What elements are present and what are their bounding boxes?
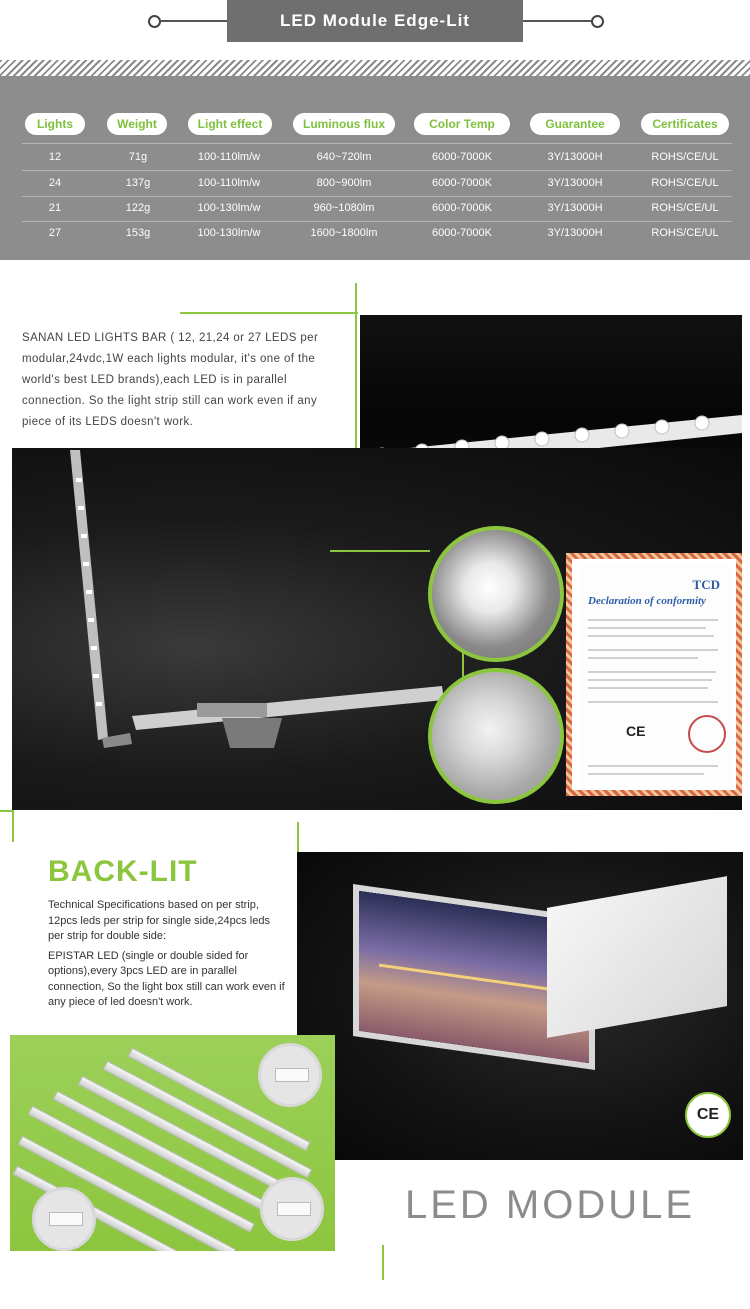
certificate-text-line: [588, 679, 712, 681]
certificate-text-line: [588, 635, 714, 637]
table-cell: 100-110lm/w: [197, 151, 261, 163]
table-cell: 6000-7000K: [432, 227, 492, 239]
table-cell: 6000-7000K: [432, 151, 492, 163]
back-lit-modules-photo: [10, 1035, 335, 1251]
certificate-title: Declaration of conformity: [588, 595, 706, 607]
light-box-photo: [297, 852, 743, 1160]
module-zoom-circle: [258, 1043, 322, 1107]
column-header: Light effect: [188, 113, 272, 135]
table-row: [22, 221, 732, 245]
table-cell: 960~1080lm: [313, 202, 375, 214]
certificate-paper: [578, 565, 730, 784]
accent-line: [12, 810, 14, 842]
table-cell: 71g: [128, 151, 148, 163]
module-zoom-circle: [260, 1177, 324, 1241]
table-cell: 3Y/13000H: [547, 202, 603, 214]
certificate-text-line: [588, 627, 706, 629]
edge-lit-description: SANAN LED LIGHTS BAR ( 12, 21,24 or 27 LEDS per modular,24vdc,1W each lights modular, it's one of the world's best LED brands),each LED is in parallel connection. So the light strip still can work even if any piece of its LEDS doesn't work.: [22, 332, 319, 428]
accent-line: [0, 810, 12, 812]
table-cell: 3Y/13000H: [547, 177, 603, 189]
led-lens-zoom-circle: [428, 526, 564, 662]
table-cell: 12: [48, 151, 62, 163]
header-right-line: [523, 20, 593, 22]
column-header: Certificates: [641, 113, 729, 135]
table-cell: 100-130lm/w: [197, 227, 261, 239]
column-header: Weight: [107, 113, 167, 135]
table-cell: 1600~1800lm: [310, 227, 378, 239]
table-cell: 153g: [125, 227, 151, 239]
table-cell: 24: [48, 177, 62, 189]
table-cell: 3Y/13000H: [547, 227, 603, 239]
table-row: [22, 145, 732, 169]
certificate-text-line: [588, 619, 718, 621]
table-cell: 6000-7000K: [432, 202, 492, 214]
table-row: [22, 171, 732, 195]
table-cell: 3Y/13000H: [547, 151, 603, 163]
table-cell: 800~900lm: [316, 177, 372, 189]
ce-badge: CE: [685, 1092, 731, 1138]
accent-line: [330, 550, 430, 552]
table-cell: 137g: [125, 177, 151, 189]
led-module-heading: LED MODULE: [405, 1183, 696, 1227]
page-title: LED Module Edge-Lit: [227, 0, 523, 42]
certificate-text-line: [588, 701, 718, 703]
certificate-text-line: [588, 765, 718, 767]
certificate-text-line: [588, 649, 718, 651]
header-right-dot: [591, 15, 604, 28]
table-cell: ROHS/CE/UL: [651, 151, 719, 163]
column-header: Luminous flux: [293, 113, 395, 135]
certificate-ce-mark: CE: [626, 723, 646, 739]
accent-line: [382, 1245, 384, 1280]
led-lens-zoom-circle: [428, 668, 564, 804]
table-cell: 6000-7000K: [432, 177, 492, 189]
table-cell: ROHS/CE/UL: [651, 227, 719, 239]
module-zoom-circle: [32, 1187, 96, 1251]
certificate-text-line: [588, 773, 704, 775]
back-lit-paragraph: Technical Specifications based on per strip, 12pcs leds per strip for single side,24pcs leds per strip for double side:: [48, 899, 270, 942]
divider-stripes: [0, 60, 750, 76]
table-cell: 21: [48, 202, 62, 214]
table-cell: 100-110lm/w: [197, 177, 261, 189]
back-lit-description: [48, 898, 288, 1015]
table-cell: ROHS/CE/UL: [651, 177, 719, 189]
back-lit-paragraph: EPISTAR LED (single or double sided for options),every 3pcs LED are in parallel connection, So the light box still can work even if any piece of led doesn't work.: [48, 949, 285, 1008]
certificate-logo: TCD: [692, 577, 720, 592]
table-divider: [22, 143, 732, 144]
certificate-document: [566, 553, 742, 796]
table-cell: ROHS/CE/UL: [651, 202, 719, 214]
certificate-text-line: [588, 671, 716, 673]
led-panel-graphic: [547, 876, 727, 1038]
certificate-text-line: [588, 657, 698, 659]
certificate-stamp-icon: [688, 715, 726, 753]
table-cell: 27: [48, 227, 62, 239]
table-cell: 122g: [125, 202, 151, 214]
column-header: Guarantee: [530, 113, 620, 135]
table-cell: 100-130lm/w: [197, 202, 261, 214]
bridge-lights-graphic: [379, 964, 569, 994]
header-left-line: [160, 20, 230, 22]
column-header: Color Temp: [414, 113, 510, 135]
accent-line: [297, 822, 299, 852]
accent-line: [180, 312, 358, 314]
accent-line: [355, 283, 357, 455]
table-cell: 640~720lm: [316, 151, 372, 163]
certificate-text-line: [588, 687, 708, 689]
spec-table: [0, 76, 750, 260]
back-lit-title: BACK-LIT: [48, 855, 198, 888]
column-header: Lights: [25, 113, 85, 135]
table-row: [22, 196, 732, 220]
